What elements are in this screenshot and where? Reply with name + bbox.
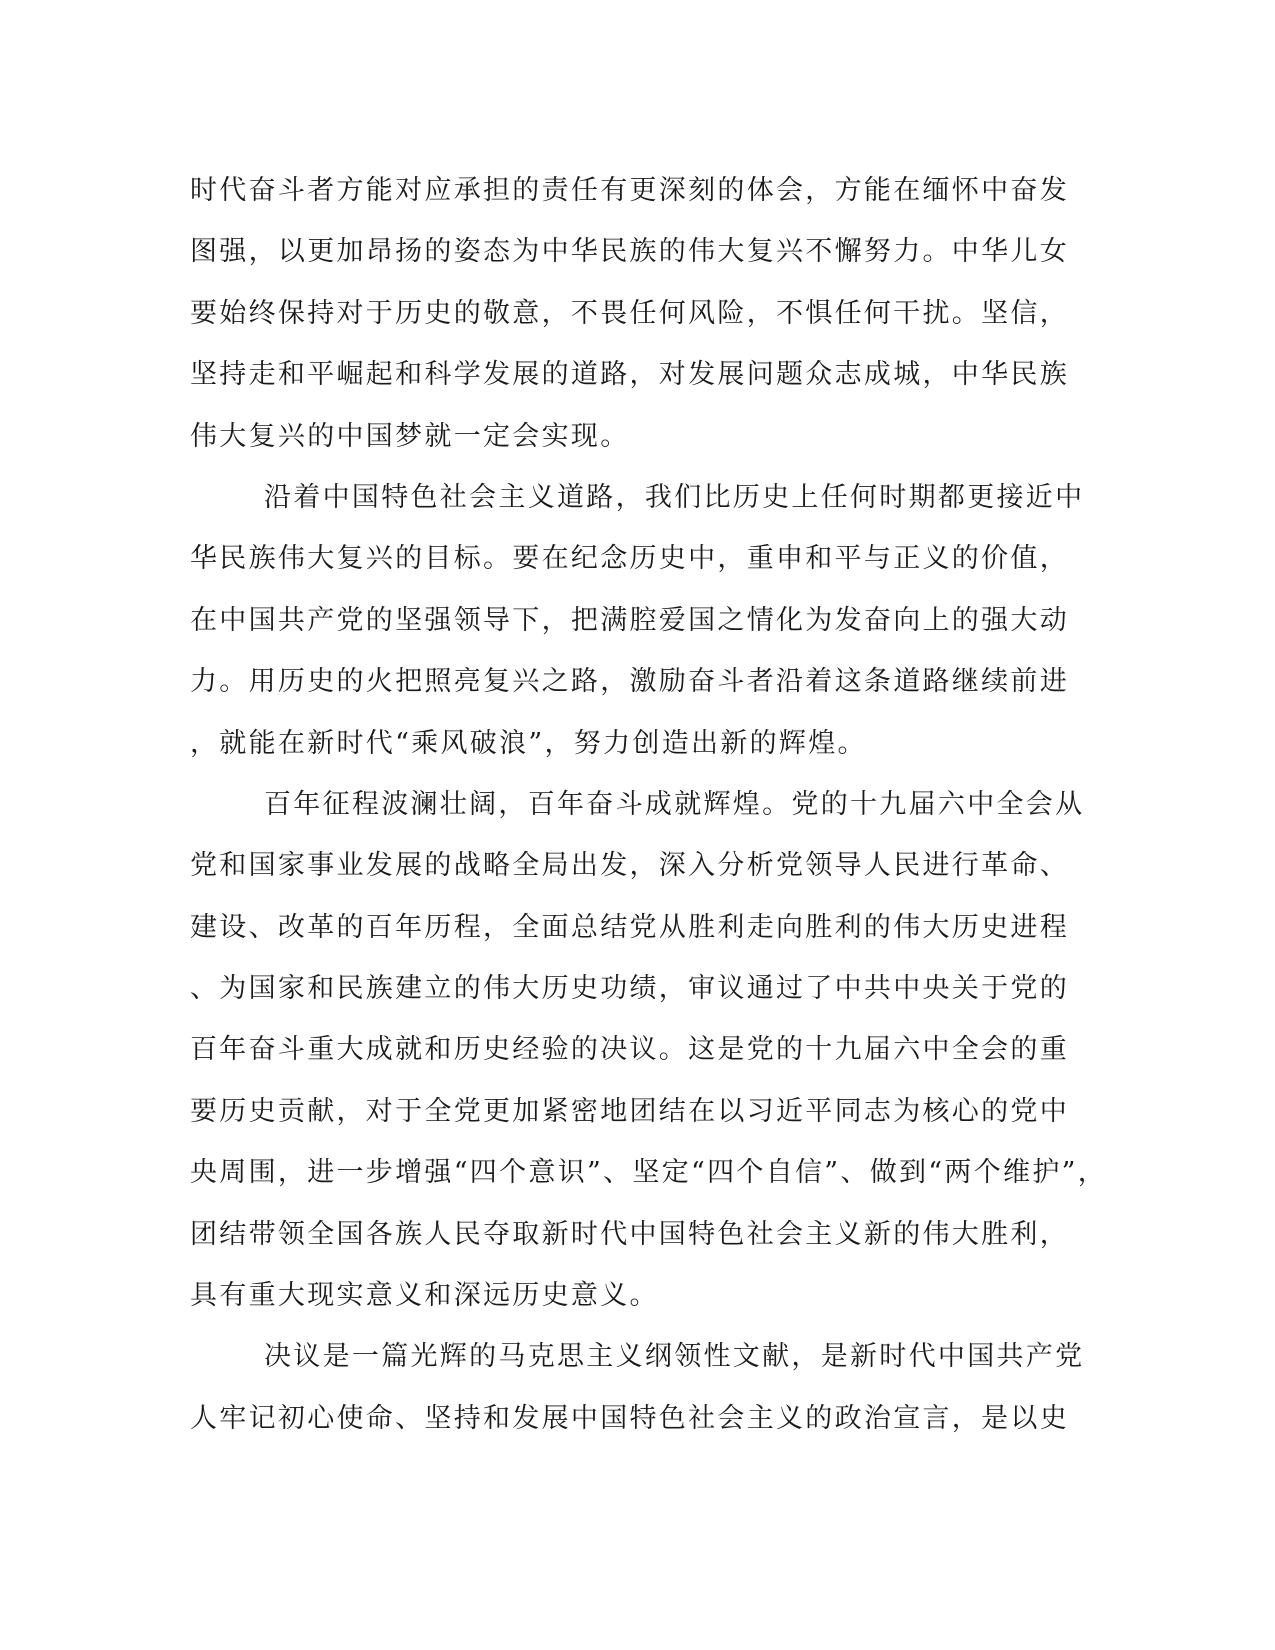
text-line: 建设、改革的百年历程，全面总结党从胜利走向胜利的伟大历史进程	[190, 911, 1069, 943]
paragraph-first-line: 沿着中国特色社会主义道路，我们比历史上任何时期都更接近中	[264, 481, 1085, 513]
paragraph-first-line: 百年征程波澜壮阔，百年奋斗成就辉煌。党的十九届六中全会从	[264, 788, 1085, 820]
text-line: 党和国家事业发展的战略全局出发，深入分析党领导人民进行革命、	[190, 850, 1069, 882]
text-line: 具有重大现实意义和深远历史意义。	[190, 1280, 659, 1312]
text-line: 百年奋斗重大成就和历史经验的决议。这是党的十九届六中全会的重	[190, 1034, 1069, 1066]
document-body	[190, 160, 1108, 1449]
text-line: 人牢记初心使命、坚持和发展中国特色社会主义的政治宣言，是以史	[190, 1402, 1069, 1434]
text-line: 要历史贡献，对于全党更加紧密地团结在以习近平同志为核心的党中	[190, 1095, 1069, 1127]
text-line: 图强，以更加昂扬的姿态为中华民族的伟大复兴不懈努力。中华儿女	[190, 236, 1069, 268]
text-line: 在中国共产党的坚强领导下，把满腔爱国之情化为发奋向上的强大动	[190, 604, 1069, 636]
text-line: ，就能在新时代“乘风破浪”，努力创造出新的辉煌。	[190, 727, 867, 759]
text-line: 时代奋斗者方能对应承担的责任有更深刻的体会，方能在缅怀中奋发	[190, 175, 1069, 206]
text-line: 央周围，进一步增强“四个意识”、坚定“四个自信”、做到“两个维护”，	[190, 1157, 1108, 1189]
text-line: 坚持走和平崛起和科学发展的道路，对发展问题众志成城，中华民族	[190, 359, 1069, 391]
text-line: 伟大复兴的中国梦就一定会实现。	[190, 420, 630, 452]
text-line: 要始终保持对于历史的敬意，不畏任何风险，不惧任何干扰。坚信，	[190, 297, 1069, 329]
text-line: 力。用历史的火把照亮复兴之路，激励奋斗者沿着这条道路继续前进	[190, 666, 1069, 698]
text-line: 团结带领全国各族人民夺取新时代中国特色社会主义新的伟大胜利，	[190, 1218, 1069, 1250]
paragraph-first-line: 决议是一篇光辉的马克思主义纲领性文献，是新时代中国共产党	[264, 1341, 1085, 1373]
text-line: 华民族伟大复兴的目标。要在纪念历史中，重申和平与正义的价值，	[190, 543, 1069, 575]
text-line: 、为国家和民族建立的伟大历史功绩，审议通过了中共中央关于党的	[190, 973, 1069, 1005]
